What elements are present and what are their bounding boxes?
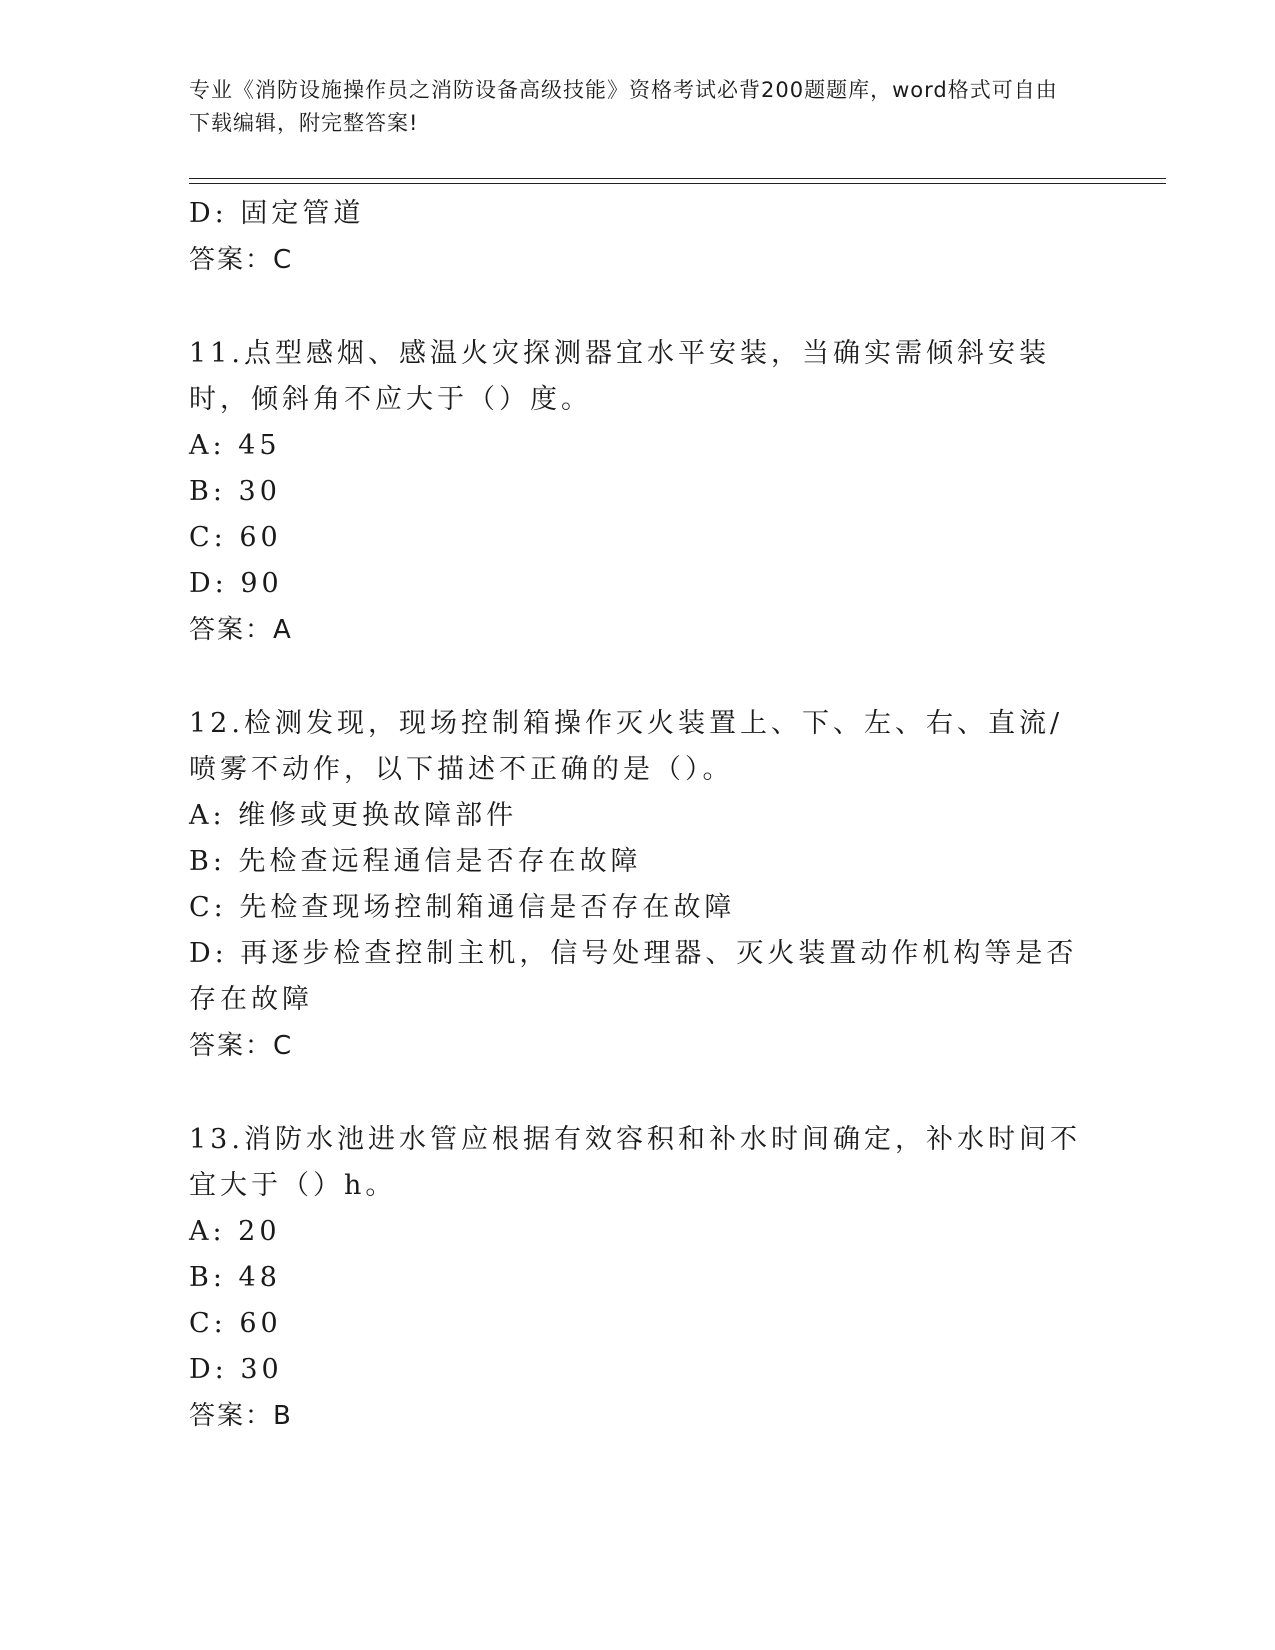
option-a: A: 20 <box>189 1216 281 1247</box>
option-c: C: 60 <box>189 1308 282 1339</box>
header-rule-top <box>189 178 1166 179</box>
question-stem: 11.点型感烟、感温火灾探测器宜水平安装，当确实需倾斜安装时，倾斜角不应大于（）度。 <box>189 338 1050 415</box>
answer: 答案：C <box>189 1031 294 1061</box>
option-a: A: 45 <box>189 430 281 461</box>
option-a: A: 维修或更换故障部件 <box>189 800 518 831</box>
answer: 答案：A <box>189 615 293 645</box>
question-12 <box>189 701 1089 1069</box>
question-13 <box>189 1117 1089 1439</box>
option-d: D: 再逐步检查控制主机，信号处理器、灭火装置动作机构等是否存在故障 <box>189 938 1078 1015</box>
option-b: B: 30 <box>189 476 281 507</box>
answer: 答案：C <box>189 245 294 275</box>
option-d: D: 固定管道 <box>189 198 365 229</box>
option-c: C: 先检查现场控制箱通信是否存在故障 <box>189 892 736 923</box>
answer: 答案：B <box>189 1401 293 1431</box>
question-11 <box>189 331 1089 653</box>
option-b: B: 先检查远程通信是否存在故障 <box>189 846 642 877</box>
option-b: B: 48 <box>189 1262 281 1293</box>
header-rule-bottom <box>189 183 1166 184</box>
question-stem: 12.检测发现，现场控制箱操作灭火装置上、下、左、右、直流/喷雾不动作，以下描述不正确的是（）。 <box>189 708 1064 785</box>
option-c: C: 60 <box>189 522 282 553</box>
option-d: D: 90 <box>189 568 283 599</box>
page-header: 专业《消防设施操作员之消防设备高级技能》资格考试必背200题题库，word格式可自由下载编辑，附完整答案! <box>189 78 1058 135</box>
option-d: D: 30 <box>189 1354 283 1385</box>
document-body <box>189 191 1089 1439</box>
question-stem: 13.消防水池进水管应根据有效容积和补水时间确定，补水时间不宜大于（）h。 <box>189 1124 1081 1201</box>
